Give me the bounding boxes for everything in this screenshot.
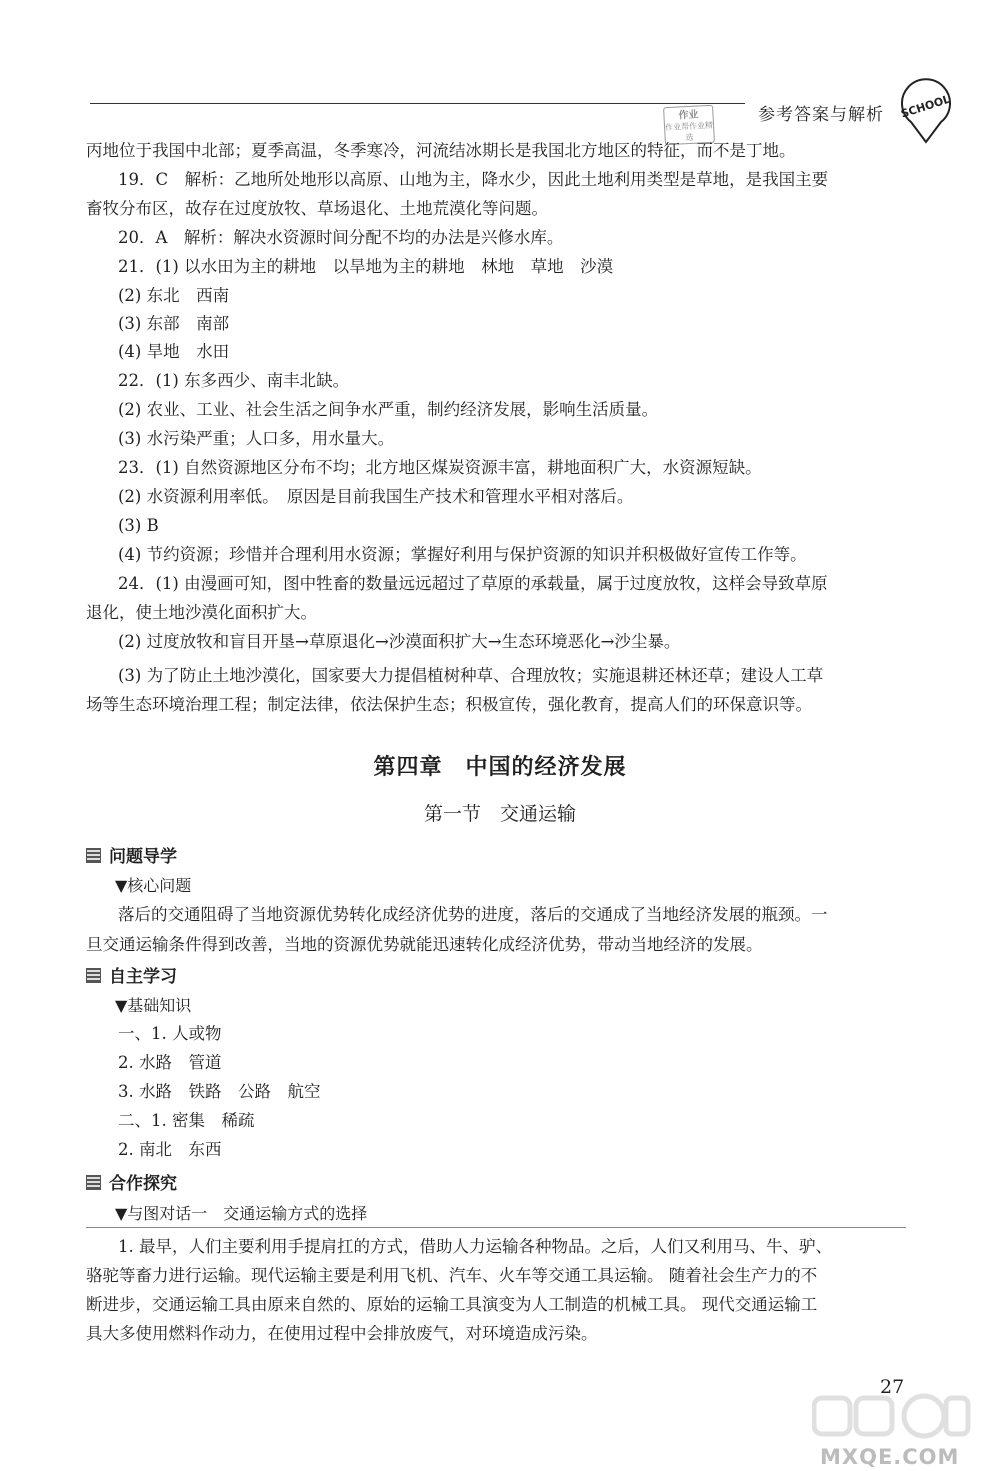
text-line: (2) 水资源利用率低。 原因是目前我国生产技术和管理水平相对落后。 [118, 487, 634, 506]
section-heading-1: 问题导学 [86, 842, 177, 867]
text-line: 丙地位于我国中北部；夏季高温，冬季寒冷，河流结冰期长是我国北方地区的特征，而不是丁地。 [86, 141, 796, 160]
text-line: 21．(1) 以水田为主的耕地 以旱地为主的耕地 林地 草地 沙漠 [118, 257, 614, 276]
text-line: 1. 最早，人们主要利用手提肩扛的方式，借助人力运输各种物品。之后，人们又利用马、牛、驴、 [118, 1237, 832, 1256]
text-line: (4) 节约资源；珍惜并合理利用水资源；掌握好利用与保护资源的知识并积极做好宣传工作等。 [118, 545, 807, 564]
text-line: 具大多使用燃料作动力，在使用过程中会排放废气，对环境造成污染。 [86, 1324, 598, 1343]
text-line: 场等生态环境治理工程；制定法律，依法保护生态；积极宣传，强化教育，提高人们的环保意识等。 [86, 695, 812, 714]
text-line: (3) 水污染严重；人口多，用水量大。 [118, 429, 395, 448]
text-line: 畜牧分布区，故存在过度放牧、草场退化、土地荒漠化等问题。 [86, 199, 548, 218]
section-title: 第一节 交通运输 [423, 803, 576, 825]
text-line: (3) 东部 南部 [118, 314, 230, 333]
section-icon [86, 848, 101, 863]
subheading-dialog-with-figure: ▼与图对话一 交通运输方式的选择 [115, 1204, 368, 1223]
divider [86, 1227, 906, 1228]
chapter-title: 第四章 中国的经济发展 [373, 754, 627, 780]
text-line: (4) 旱地 水田 [118, 342, 230, 361]
text-line: (2) 过度放牧和盲目开垦→草原退化→沙漠面积扩大→生态环境恶化→沙尘暴。 [118, 632, 681, 651]
text-line: 骆驼等畜力进行运输。现代运输主要是利用飞机、汽车、火车等交通工具运输。 随着社会生产力的不 [86, 1266, 818, 1285]
text-line: 断进步，交通运输工具由原来自然的、原始的运输工具演变为人工制造的机械工具。 现代交通运输工 [86, 1295, 818, 1314]
section-heading-2: 自主学习 [86, 962, 177, 987]
subheading-basic-knowledge: ▼基础知识 [115, 996, 192, 1015]
text-line: (2) 农业、工业、社会生活之间争水严重，制约经济发展，影响生活质量。 [118, 400, 659, 419]
text-line: 19．C 解析：乙地所处地形以高原、山地为主，降水少，因此土地利用类型是草地，是我国主要 [118, 170, 829, 189]
text-line: (2) 东北 西南 [118, 286, 230, 305]
text-line: 20．A 解析：解决水资源时间分配不均的办法是兴修水库。 [118, 228, 564, 247]
section-icon [86, 968, 101, 983]
school-logo [893, 78, 959, 146]
text-line: 一、1. 人或物 [118, 1024, 222, 1043]
stamp-line-2: 作业帮作业精选 [664, 120, 714, 143]
subheading-core-question: ▼核心问题 [115, 876, 192, 895]
text-line: 2. 南北 东西 [118, 1140, 222, 1159]
stamp-line-1: 作业 [678, 109, 699, 122]
text-line: 旦交通运输条件得到改善，当地的资源优势就能迅速转化成经济优势，带动当地经济的发展。 [86, 935, 763, 954]
text-line: 二、1. 密集 稀疏 [118, 1111, 255, 1130]
text-line: (3) B [118, 516, 159, 535]
text-line: 24．(1) 由漫画可知，图中牲畜的数量远远超过了草原的承载量，属于过度放牧，这样会导致草原 [118, 574, 828, 593]
text-line: 退化，使土地沙漠化面积扩大。 [86, 603, 317, 622]
section-heading-3: 合作探究 [86, 1169, 177, 1194]
watermark-text: MXQE.COM [820, 1445, 960, 1469]
text-line: 2. 水路 管道 [118, 1053, 222, 1072]
logo-text: SCHOOL [899, 92, 952, 121]
text-line: 落后的交通阻碍了当地资源优势转化成经济优势的进度，落后的交通成了当地经济发展的瓶颈。一 [118, 905, 828, 924]
header-rule [90, 103, 745, 104]
page-number: 27 [880, 1376, 905, 1398]
text-line: 22．(1) 东多西少、南丰北缺。 [118, 371, 350, 390]
section-icon [86, 1175, 101, 1190]
text-line: 23．(1) 自然资源地区分布不均；北方地区煤炭资源丰富，耕地面积广大，水资源短缺。 [118, 458, 762, 477]
text-line: (3) 为了防止土地沙漠化，国家要大力提倡植树种草、合理放牧；实施退耕还林还草；建设人工草 [118, 666, 824, 685]
text-line: 3. 水路 铁路 公路 航空 [118, 1082, 321, 1101]
header-title: 参考答案与解析 [758, 105, 884, 125]
